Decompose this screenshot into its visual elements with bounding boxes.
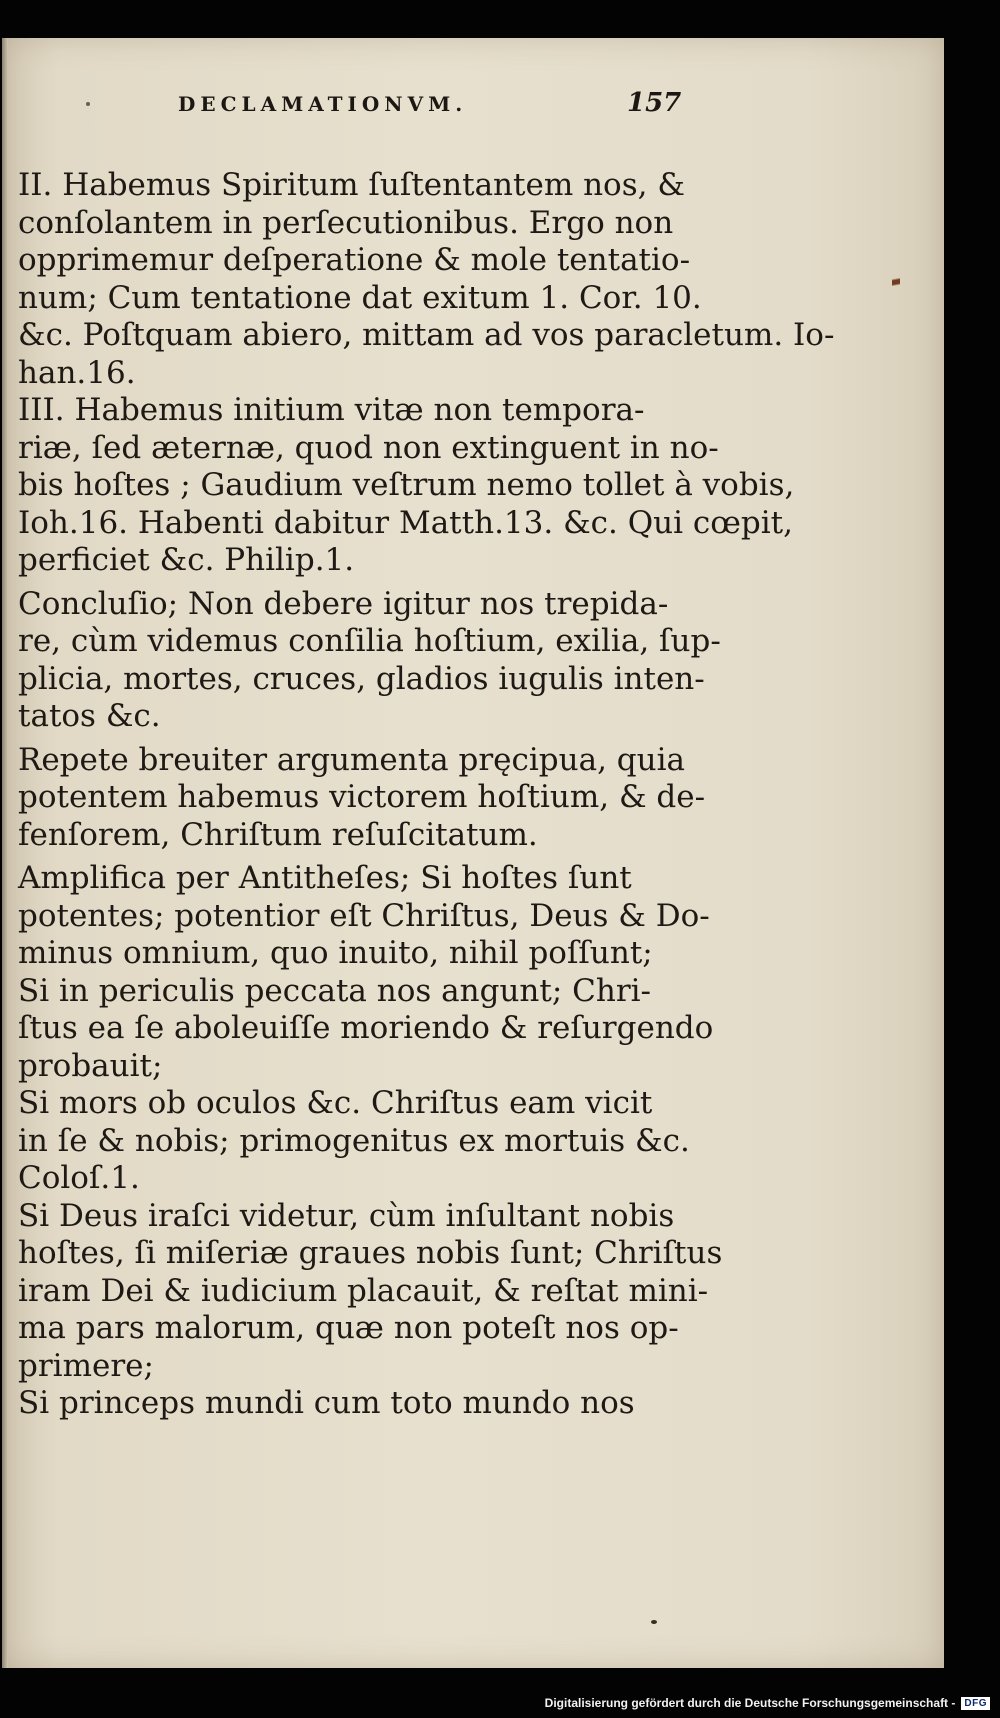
margin-ink-mark bbox=[892, 264, 900, 300]
text-line: conſolantem in perſecutionibus. Ergo non bbox=[18, 204, 674, 241]
body-text bbox=[18, 167, 835, 1423]
text-line: potentes; potentior eſt Chriſtus, Deus & Do- bbox=[18, 897, 710, 934]
text-line: plicia, mortes, cruces, gladios iugulis inten- bbox=[18, 660, 705, 697]
ornament-dot bbox=[86, 102, 90, 106]
text-line: Repete breuiter argumenta pręcipua, quia bbox=[18, 741, 685, 778]
text-line: minus omnium, quo inuito, nihil poſſunt; bbox=[18, 935, 653, 971]
text-line: &c. Poſtquam abiero, mittam ad vos paracletum. Io- bbox=[18, 317, 835, 353]
text-line: ſtus ea ſe aboleuiſſe moriendo & reſurgendo bbox=[18, 1010, 714, 1046]
text-line: probauit; bbox=[18, 1047, 163, 1084]
text-line: Si mors ob oculos &c. Chriſtus eam vicit bbox=[18, 1085, 653, 1121]
text-line: opprimemur deſperatione & mole tentatio- bbox=[18, 242, 691, 278]
ink-stain bbox=[651, 1620, 657, 1624]
text-line: Amplifica per Antitheſes; Si hoſtes ſunt bbox=[18, 860, 632, 896]
page-number: 157 bbox=[627, 88, 682, 118]
running-head: DECLAMATIONVM. bbox=[178, 92, 468, 116]
text-line: in ſe & nobis; primogenitus ex mortuis &c. bbox=[18, 1122, 690, 1159]
text-line: primere; bbox=[18, 1347, 154, 1384]
text-line: Si princeps mundi cum toto mundo nos bbox=[18, 1385, 635, 1421]
text-line: hoſtes, ſi miſeriæ graues nobis ſunt; Chriſtus bbox=[18, 1235, 723, 1271]
text-line: tatos &c. bbox=[18, 698, 161, 734]
text-line: perficiet &c. Philip.1. bbox=[18, 542, 355, 578]
text-line: bis hoſtes ; Gaudium veſtrum nemo tollet à vobis, bbox=[18, 467, 795, 503]
text-line: II. Habemus Spiritum ſuſtentantem nos, & bbox=[18, 167, 685, 203]
text-line: riæ, ſed æternæ, quod non extinguent in no- bbox=[18, 429, 719, 466]
text-line: Concluſio; Non debere igitur nos trepida- bbox=[18, 585, 669, 622]
page-binding-edge bbox=[2, 38, 8, 1668]
text-line: Ioh.16. Habenti dabitur Matth.13. &c. Qui cœpit, bbox=[18, 504, 793, 541]
text-line: num; Cum tentatione dat exitum 1. Cor. 10. bbox=[18, 279, 702, 316]
book-page bbox=[2, 38, 944, 1668]
text-line: Si Deus iraſci videtur, cùm inſultant nobis bbox=[18, 1197, 675, 1234]
text-line: Coloſ.1. bbox=[18, 1160, 140, 1196]
digitization-footer bbox=[545, 1692, 990, 1714]
text-line: han.16. bbox=[18, 354, 136, 391]
text-line: fenſorem, Chriſtum reſuſcitatum. bbox=[18, 816, 538, 853]
text-line: re, cùm videmus conſilia hoſtium, exilia, ſup- bbox=[18, 623, 721, 659]
text-line: potentem habemus victorem hoſtium, & de- bbox=[18, 779, 706, 815]
text-line: Si in periculis peccata nos angunt; Chri- bbox=[18, 972, 652, 1009]
text-line: iram Dei & iudicium placauit, & reſtat mini- bbox=[18, 1272, 709, 1309]
dfg-logo: DFG bbox=[961, 1697, 990, 1710]
text-line: III. Habemus initium vitæ non tempora- bbox=[18, 392, 645, 428]
text-line: ma pars malorum, quæ non poteſt nos op- bbox=[18, 1310, 679, 1346]
funding-credit: Digitalisierung gefördert durch die Deutsche Forschungsgemeinschaft - bbox=[544, 1696, 956, 1710]
page-header bbox=[2, 88, 944, 132]
